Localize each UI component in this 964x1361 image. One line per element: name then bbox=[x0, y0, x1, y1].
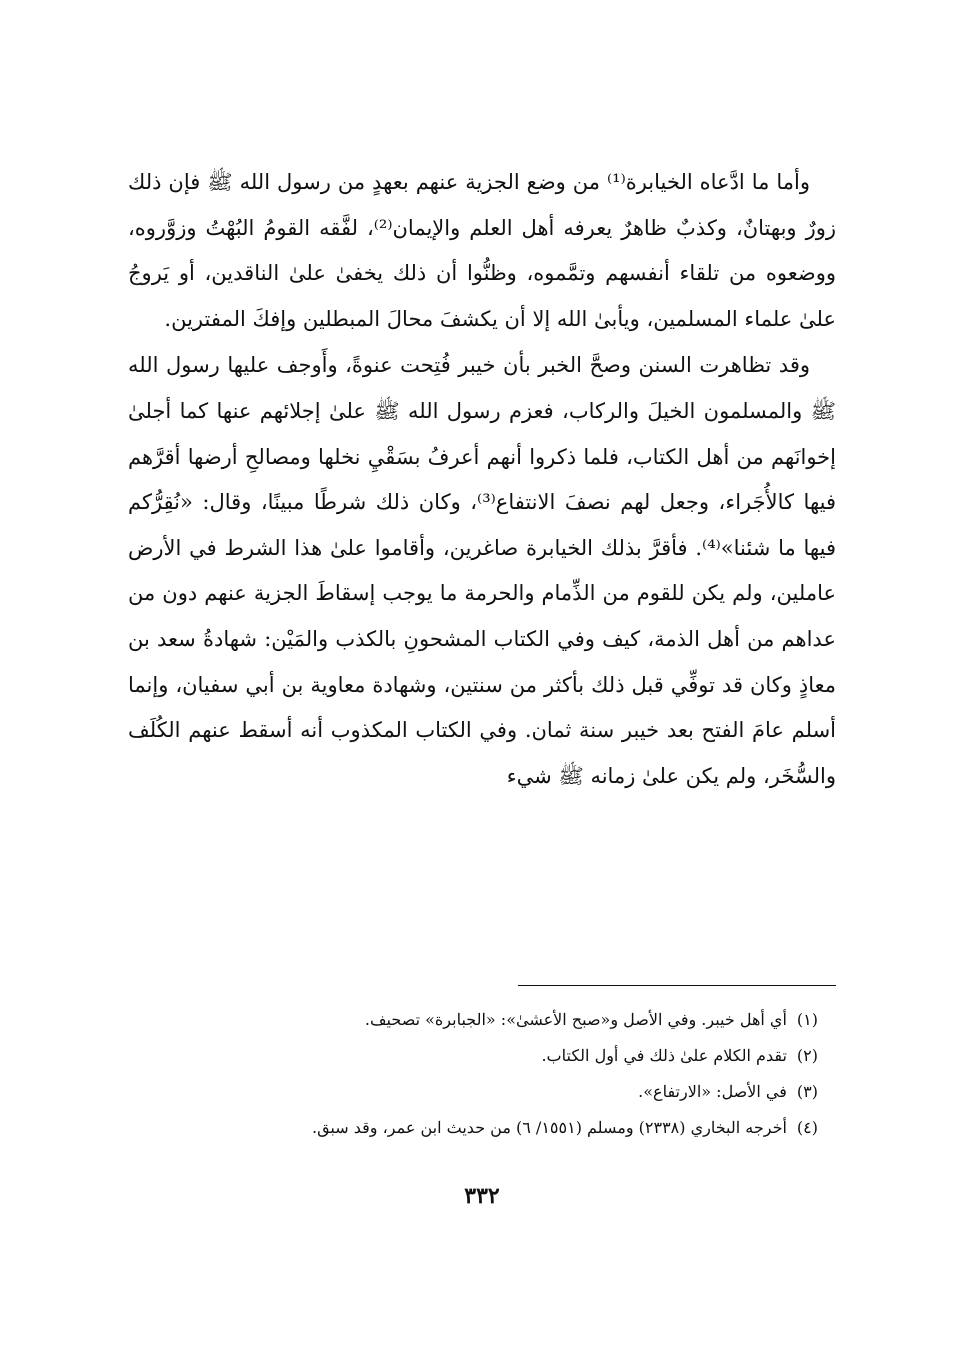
footnote-number: (١) bbox=[796, 1010, 818, 1029]
page-number: ٣٣٢ bbox=[464, 1183, 500, 1209]
footnote-text: تقدم الكلام علىٰ ذلك في أول الكتاب. bbox=[541, 1046, 787, 1065]
paragraph-2 bbox=[128, 343, 836, 799]
footnote-number: (٢) bbox=[796, 1046, 818, 1065]
footnote bbox=[128, 1002, 818, 1038]
footnote-text: أي أهل خيبر. وفي الأصل و«صبح الأعشىٰ»: «الجبابرة» تصحيف. bbox=[364, 1010, 787, 1029]
footnote-number: (٣) bbox=[796, 1082, 818, 1101]
footnote bbox=[128, 1074, 818, 1110]
footnote-text: أخرجه البخاري (٢٣٣٨) ومسلم (١٥٥١/ ٦) من حديث ابن عمر، وقد سبق. bbox=[311, 1118, 787, 1137]
footnote-text: في الأصل: «الارتفاع». bbox=[638, 1082, 787, 1101]
footnotes bbox=[128, 1002, 836, 1146]
footnote bbox=[128, 1110, 818, 1146]
footnote bbox=[128, 1038, 818, 1074]
paragraph-2-text: وقد تظاهرت السنن وصحَّ الخبر بأن خيبر فُتِحت عنوةً، وأَوجف عليها رسول الله ﷺ والمسلمون الخيلَ والركاب، فعزم رسول الله ﷺ علىٰ إجلائهم عنها كما أجلىٰ إخوانَهم من أهل الكتاب، فلما ذكروا أنهم أعرفُ بسَقْيِ نخلها ومصالحِ أرضها أقرَّهم فيها كالأُجَراء، وجعل لهم نصفَ الانتفاع⁽³⁾، وكان ذلك شرطًا مبينًا، وقال: «نُقِرُّكم فيها ما شئنا»⁽⁴⁾. فأقرَّ بذلك الخيابرة صاغرين، وأقاموا علىٰ هذا الشرط في الأرض عاملين، ولم يكن للقوم من الذِّمام والحرمة ما يوجب إسقاطَ الجزية عنهم دون من عداهم من أهل الذمة، كيف وفي الكتاب المشحونِ بالكذب والمَيْن: شهادةُ سعد بن معاذٍ وكان قد توفِّي قبل ذلك بأكثر من سنتين، وشهادة معاوية بن أبي سفيان، وإنما أسلم عامَ الفتح بعد خيبر سنة ثمان. وفي الكتاب المكذوب أنه أسقط عنهم الكُلَف والسُّخَر، ولم يكن علىٰ زمانه ﷺ شيء bbox=[128, 353, 836, 788]
paragraph-1 bbox=[128, 160, 836, 342]
paragraph-1-text: وأما ما ادَّعاه الخيابرة⁽¹⁾ من وضع الجزية عنهم بعهدٍ من رسول الله ﷺ فإن ذلك زورٌ وبهتانٌ، وكذبٌ ظاهرٌ يعرفه أهل العلم والإيمان⁽²⁾، لفَّقه القومُ البُهْتُ وزوَّروه، ووضعوه من تلقاء أنفسهم وتمَّموه، وظنُّوا أن ذلك يخفىٰ علىٰ الناقدين، أو يَروجُ علىٰ علماء المسلمين، ويأبىٰ الله إلا أن يكشفَ محالَ المبطلين وإفكَ المفترين. bbox=[128, 170, 836, 331]
footnote-number: (٤) bbox=[796, 1118, 818, 1137]
footnote-divider bbox=[518, 985, 836, 986]
main-text bbox=[128, 160, 836, 799]
